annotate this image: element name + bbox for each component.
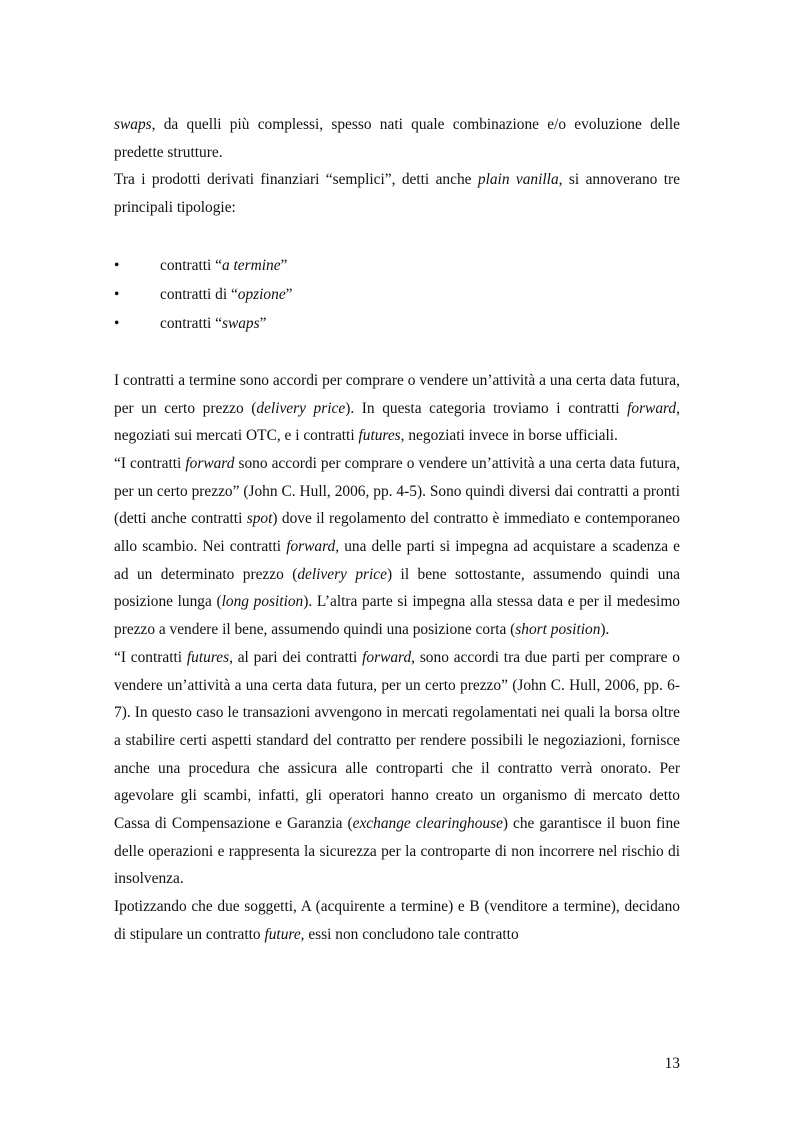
text-run: I contratti a termine sono accordi per comprare o vendere un’attività a una certa data futura, per un certo prezzo ( bbox=[114, 371, 680, 417]
page-number: 13 bbox=[664, 1055, 680, 1072]
italic-term: opzione bbox=[237, 285, 286, 303]
bullet-icon: • bbox=[114, 314, 120, 332]
text-run: , essi non concludono tale contratto bbox=[300, 925, 519, 943]
text-run: “I contratti bbox=[114, 454, 186, 472]
italic-term: delivery price bbox=[297, 565, 387, 583]
text-run: Ipotizzando che due soggetti, A (acquirente a termine) e B (venditore a termine), decidano di stipulare un contratto bbox=[114, 898, 680, 943]
text-run: , sono accordi tra due parti per comprare o vendere un’attività a una certa data futura, per un certo prezzo” (John C. Hull, 2006, pp. 6-7). In questo caso le transazioni avvengono in mercati regolamentati nei quali la borsa oltre a stabilire certi aspetti standard del contratto per rendere possibili le negoziazioni, fornisce anche una procedura che assicura alle controparti che il contratto verrà onorato. Per agevolare gli scambi, infatti, gli operatori hanno creato un organismo di mercato detto Cassa di Compensazione e Garanzia ( bbox=[114, 648, 680, 833]
text-run: ). bbox=[600, 621, 610, 639]
italic-term: swaps bbox=[114, 116, 152, 133]
text-run: , negoziati invece in borse ufficiali. bbox=[400, 427, 618, 445]
text-run: ). In questa categoria troviamo i contratti bbox=[345, 399, 628, 417]
paragraph-forward bbox=[114, 450, 680, 644]
text-run: ) il bene sottostante, assumendo quindi una posizione lunga ( bbox=[114, 565, 680, 611]
italic-term: forward bbox=[185, 454, 235, 472]
text-run: , al pari dei contratti bbox=[229, 648, 363, 666]
bullet-item bbox=[114, 251, 680, 280]
italic-term: futures bbox=[358, 427, 401, 445]
page-body bbox=[114, 111, 680, 949]
bullet-item bbox=[114, 280, 680, 309]
italic-term: spot bbox=[246, 510, 273, 528]
text-run: contratti “ bbox=[160, 256, 222, 274]
bullet-icon: • bbox=[114, 285, 120, 303]
text-run: una delle parti si impegna ad acquistare a scadenza e ad un determinato prezzo ( bbox=[114, 538, 680, 583]
italic-term: short position bbox=[515, 621, 601, 639]
text-run: , negoziati sui mercati OTC, e i contratti bbox=[114, 399, 680, 445]
text-run: ” bbox=[285, 285, 293, 303]
italic-term: long position bbox=[221, 593, 304, 611]
text-run: ” bbox=[259, 314, 267, 332]
text-run: ” bbox=[280, 256, 288, 274]
text-run: contratti di “ bbox=[160, 285, 238, 303]
bullet-list bbox=[114, 251, 680, 338]
text-run: , si annoverano tre principali tipologie: bbox=[114, 171, 680, 217]
italic-term: a termine bbox=[221, 256, 281, 274]
italic-term: forward bbox=[627, 399, 677, 417]
intro-paragraph-2 bbox=[114, 166, 680, 221]
text-run: , da quelli più complessi, spesso nati quale combinazione e/o evoluzione delle predette strutture. bbox=[114, 116, 680, 161]
text-run: sono accordi per comprare o vendere un’attività a una certa data futura, per un certo prezzo” (John C. Hull, 2006, pp. 4-5). Sono quindi diversi dai contratti a pronti (detti anche contratti bbox=[114, 454, 681, 528]
text-run: “I contratti bbox=[114, 648, 187, 666]
text-run: ) dove il regolamento del contratto è immediato e contemporaneo allo scambio. Nei contratti bbox=[114, 510, 680, 556]
italic-term: exchange clearinghouse bbox=[352, 815, 503, 833]
italic-term: forward, bbox=[286, 538, 340, 556]
italic-term: future bbox=[264, 925, 301, 943]
paragraph-contratti-a-termine bbox=[114, 367, 680, 450]
intro-paragraph-1 bbox=[114, 111, 680, 166]
bullet-item bbox=[114, 309, 680, 338]
bullet-icon: • bbox=[114, 256, 120, 274]
text-run: contratti “ bbox=[160, 314, 222, 332]
text-run: ). L’altra parte si impegna alla stessa data e per il medesimo prezzo a vendere il bene, assumendo quindi una posizione corta ( bbox=[114, 593, 680, 639]
text-run: ) che garantisce il buon fine delle operazioni e rappresenta la sicurezza per la controparte di non incorrere nel rischio di insolvenza. bbox=[114, 815, 680, 888]
italic-term: plain vanilla bbox=[477, 171, 559, 189]
italic-term: delivery price bbox=[256, 399, 346, 417]
paragraph-futures bbox=[114, 644, 680, 893]
paragraph-ipotizzando bbox=[114, 893, 680, 948]
italic-term: forward bbox=[362, 648, 412, 666]
italic-term: futures bbox=[186, 648, 230, 666]
text-run: Tra i prodotti derivati finanziari “semplici”, detti anche bbox=[114, 171, 478, 189]
italic-term: swaps bbox=[221, 314, 260, 332]
